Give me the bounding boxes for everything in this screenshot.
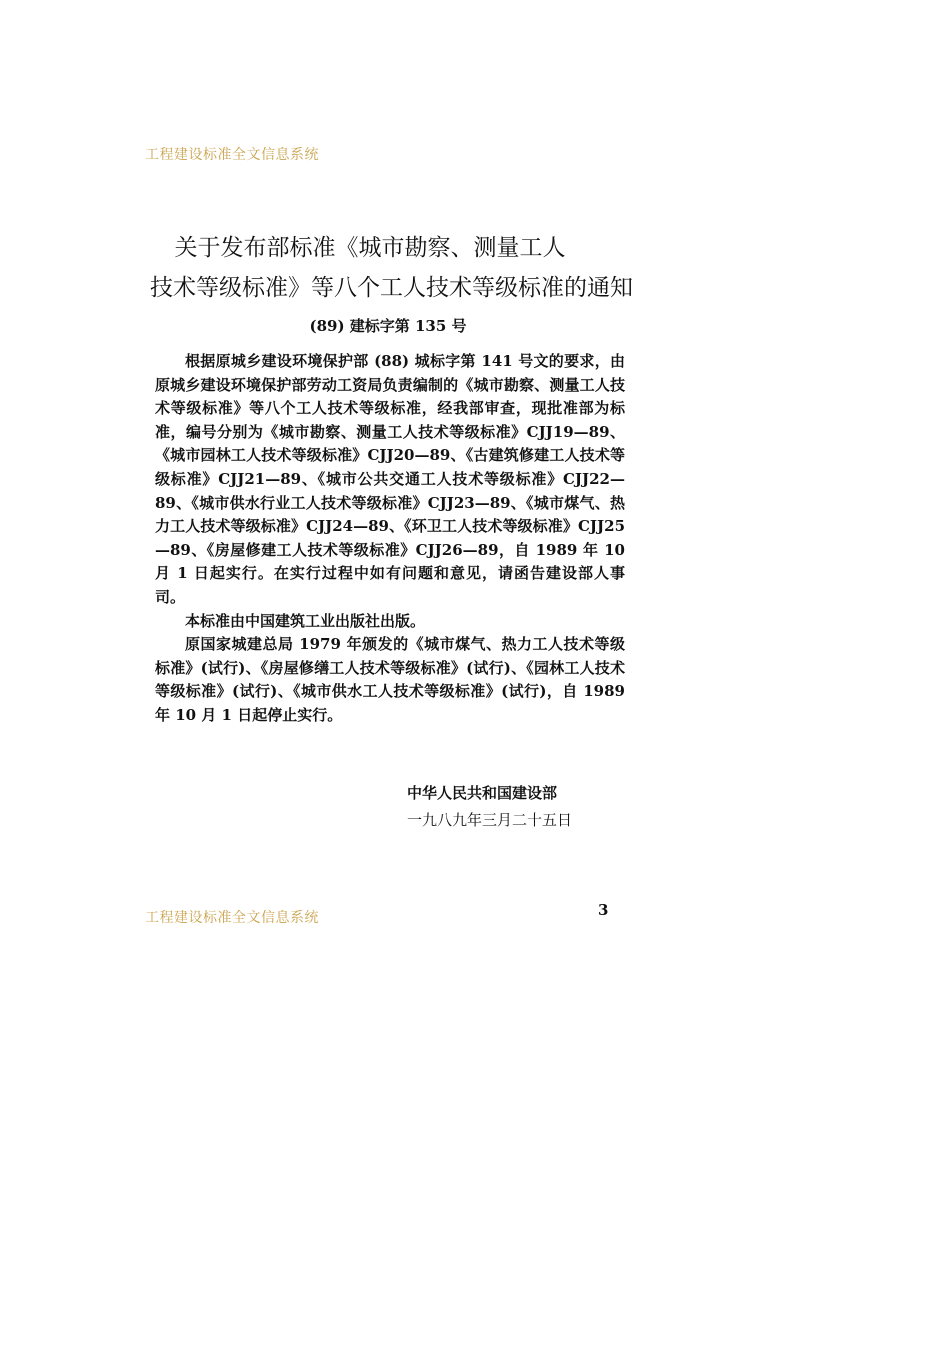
paragraph-repeal: 原国家城建总局 1979 年颁发的《城市煤气、热力工人技术等级标准》(试行)、《房屋修缮工人技术等级标准》(试行)、《园林工人技术等级标准》(试行)、《城市供水工人技术等级标准》(试行)，自 1989 年 10 月 1 日起停止实行。: [155, 635, 625, 724]
document-title: [150, 228, 633, 308]
paragraph-publisher: 本标准由中国建筑工业出版社出版。: [185, 611, 426, 630]
issue-date: 一九八九年三月二十五日: [407, 811, 573, 829]
title-line-2: 技术等级标准》等八个工人技术等级标准的通知: [150, 275, 633, 302]
title-line-1: 关于发布部标准《城市勘察、测量工人: [174, 235, 566, 262]
signature-block: [407, 780, 572, 834]
document-number: (89) 建标字第 135 号: [309, 317, 467, 335]
paragraph-main: 根据原城乡建设环境保护部 (88) 城标字第 141 号文的要求，由原城乡建设环境保护部劳动工资局负责编制的《城市勘察、测量工人技术等级标准》等八个工人技术等级标准，经我部审查，现批准部为标准，编号分别为《城市勘察、测量工人技术等级标准》CJJ19—89、《城市园林工人技术等级标准》CJJ20—89、《古建筑修建工人技术等级标准》CJJ21—89、《城市公共交通工人技术等级标准》CJJ22—89、《城市供水行业工人技术等级标准》CJJ23—89、《城市煤气、热力工人技术等级标准》CJJ24—89、《环卫工人技术等级标准》CJJ25—89、《房屋修建工人技术等级标准》CJJ26—89，自 1989 年 10 月 1 日起实行。在实行过程中如有问题和意见，请函告建设部人事司。: [155, 352, 625, 606]
issuing-organization: 中华人民共和国建设部: [407, 784, 558, 802]
watermark-top: 工程建设标准全文信息系统: [145, 147, 319, 163]
page-number: 3: [598, 901, 609, 919]
watermark-bottom: 工程建设标准全文信息系统: [145, 910, 319, 926]
notice-body: [155, 350, 625, 728]
